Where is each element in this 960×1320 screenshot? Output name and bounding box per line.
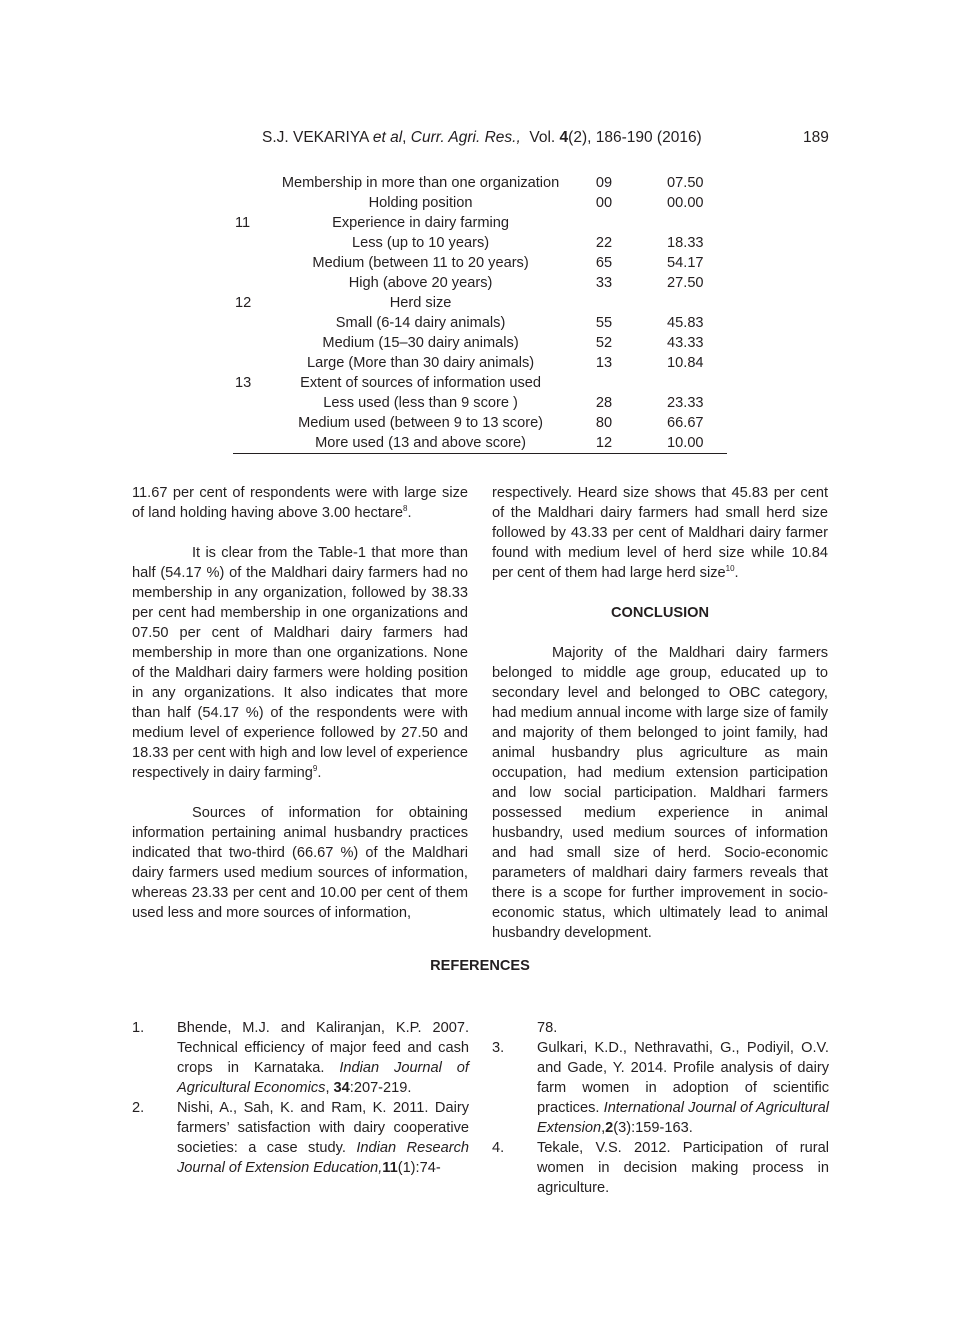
ref1-volume: 34 [333, 1080, 350, 1096]
row-label: Extent of sources of information used [300, 375, 542, 391]
row-label: Less (up to 10 years) [352, 235, 490, 251]
row-label: Membership in more than one organization [281, 175, 560, 191]
row-number: 12 [235, 295, 252, 311]
ref2-volume: 11 [382, 1160, 398, 1176]
row-percentage: 00.00 [667, 195, 704, 211]
left-p1-text: 11.67 per cent of respondents were with large size of land holding having above 3.00 hectare [132, 485, 468, 521]
ref-superscript: 8 [403, 504, 408, 514]
running-header: S.J. VEKARIYA et al, Curr. Agri. Res., Vol. 4(2), 186-190 (2016) [262, 129, 702, 146]
row-frequency: 52 [595, 335, 613, 351]
row-label: Medium used (between 9 to 13 score) [298, 415, 544, 431]
reference-number: 4. [492, 1140, 505, 1156]
ref-superscript: 9 [312, 764, 318, 774]
row-number [233, 193, 277, 213]
right-p1-end: . [734, 565, 739, 581]
left-paragraph-3 [132, 803, 468, 923]
table-body [233, 173, 727, 454]
right-p1-text: respectively. Heard size shows that 45.83 per cent of the Maldhari dairy farmers had small herd size followed by 43.33 per cent of Maldhari dairy farmer found with medium level of herd size while 10.84 per cent of them had large herd size [492, 485, 828, 581]
table-row [233, 253, 727, 273]
table-row [233, 413, 727, 433]
reference-item [492, 1138, 829, 1198]
reference-item [132, 1018, 469, 1098]
row-percentage: 54.17 [667, 255, 704, 271]
ref3-body: Gulkari, K.D., Nethravathi, G., Podiyil, O.V. and Gade, Y. 2014. Profile analysis of dairy farm women in adoption of scientific practices. [537, 1040, 829, 1116]
ref1-body: Bhende, M.J. and Kaliranjan, K.P. 2007. Technical efficiency of major feed and cash crops in Karnataka. [177, 1020, 469, 1076]
row-percentage [644, 213, 727, 233]
table-row [233, 273, 727, 293]
header-authors: S.J. VEKARIYA [262, 129, 369, 146]
table-row [233, 373, 727, 393]
row-percentage: 23.33 [667, 395, 704, 411]
header-vol-number: 4 [559, 129, 569, 146]
row-percentage: 10.84 [667, 355, 704, 371]
row-label: Small (6-14 dairy animals) [335, 315, 506, 331]
table-row [233, 293, 727, 313]
table-row [233, 353, 727, 373]
row-label: More used (13 and above score) [277, 433, 565, 454]
header-etal: et al [372, 129, 403, 146]
row-number: 13 [235, 375, 252, 391]
row-label: Large (More than 30 dairy animals) [307, 355, 535, 371]
row-label: Medium (between 11 to 20 years) [312, 255, 529, 271]
row-number [233, 173, 277, 193]
reference-item [492, 1038, 829, 1138]
ref3-pages: (3):159-163. [613, 1120, 693, 1136]
reference-number: 2. [132, 1100, 145, 1116]
header-vol-prefix: Vol. [529, 129, 556, 146]
table-row [233, 233, 727, 253]
row-percentage: 07.50 [667, 175, 704, 191]
row-percentage: 66.67 [667, 415, 704, 431]
ref3-volume: 2 [605, 1120, 614, 1136]
row-number [233, 433, 277, 454]
right-paragraph-1 [492, 483, 828, 583]
row-number [233, 353, 277, 373]
row-number [233, 273, 277, 293]
left-paragraph-2 [132, 543, 468, 783]
row-frequency: 80 [595, 415, 613, 431]
row-number: 11 [235, 215, 251, 231]
table-row [233, 313, 727, 333]
row-number [233, 393, 277, 413]
row-frequency: 28 [595, 395, 613, 411]
row-frequency: 22 [595, 235, 613, 251]
row-frequency [564, 373, 643, 393]
left-paragraph-1 [132, 483, 468, 523]
page-number: 189 [803, 129, 829, 146]
references-right [492, 1018, 829, 1198]
row-percentage: 18.33 [667, 235, 704, 251]
row-frequency: 55 [595, 315, 613, 331]
reference-text [177, 1098, 469, 1178]
data-table [233, 173, 727, 454]
ref3-sep: , [601, 1120, 606, 1136]
row-number [233, 233, 277, 253]
reference-item [132, 1098, 469, 1178]
row-frequency: 33 [595, 275, 613, 291]
references-left [132, 1018, 469, 1178]
table-row [233, 213, 727, 233]
row-number [233, 333, 277, 353]
row-label: Holding position [368, 195, 473, 211]
row-label: High (above 20 years) [348, 275, 493, 291]
ref1-sep: , [325, 1080, 334, 1096]
reference-continuation [492, 1018, 829, 1038]
row-frequency: 65 [595, 255, 613, 271]
reference-text [177, 1018, 469, 1098]
conclusion-heading: CONCLUSION [610, 605, 710, 621]
row-frequency [564, 213, 643, 233]
row-label: Medium (15–30 dairy animals) [322, 335, 519, 351]
row-frequency: 12 [564, 433, 643, 454]
references-heading: REFERENCES [430, 958, 530, 974]
ref1-pages: :207-219. [349, 1080, 412, 1096]
row-percentage: 27.50 [667, 275, 704, 291]
row-frequency [564, 293, 643, 313]
reference-text [537, 1038, 829, 1138]
reference-text: Tekale, V.S. 2012. Participation of rural women in decision making process in agriculture. [537, 1140, 829, 1196]
left-p2-text: It is clear from the Table-1 that more than half (54.17 %) of the Maldhari dairy farmers had no membership in any organization, followed by 38.33 per cent had membership in one organizations and 07.50 per cent of Maldhari dairy farmers had membership in more than one organizations. None of the Maldhari dairy farmers were holding position in any organizations. It also indicates that more than half (54.17 %) of the respondents were with medium level of experience followed by 27.50 and 18.33 per cent with high and low level of experience respectively in dairy farming [132, 545, 468, 781]
table-row [233, 333, 727, 353]
row-percentage [644, 373, 727, 393]
row-frequency: 09 [595, 175, 613, 191]
row-percentage: 43.33 [667, 335, 704, 351]
header-issue: (2), 186-190 (2016) [568, 129, 702, 146]
row-percentage: 45.83 [667, 315, 704, 331]
row-number [233, 413, 277, 433]
right-column [492, 483, 828, 963]
table-row [233, 393, 727, 413]
table-row [233, 193, 727, 213]
ref2-journal: Indian Research Journal of Extension Education, [177, 1140, 469, 1176]
reference-number: 3. [492, 1040, 505, 1056]
left-p1-end: . [407, 505, 412, 521]
ref2-continuation: 78. [537, 1020, 558, 1036]
row-label: Less used (less than 9 score ) [323, 395, 518, 411]
left-column [132, 483, 468, 943]
row-label: Experience in dairy farming [332, 215, 509, 231]
conclusion-paragraph: Majority of the Maldhari dairy farmers belonged to middle age group, educated up to secondary level and belonged to OBC category, had medium annual income with large size of family and majority of them belonged to joint family, had animal husbandry plus agriculture as main occupation, had medium extension participation and low social participation. Maldhari farmers possessed medium experience in animal husbandry, used medium sources of information and had small size of herd. Socio-economic parameters of maldhari dairy farmers reveals that there is a scope for further improvement in socio-economic status, which ultimately lead to animal husbandry development. [492, 645, 828, 941]
row-number [233, 313, 277, 333]
ref-superscript: 10 [725, 564, 735, 574]
ref3-journal: International Journal of Agricultural Extension [537, 1100, 829, 1136]
row-label: Herd size [389, 295, 452, 311]
reference-number: 1. [132, 1020, 145, 1036]
header-journal: Curr. Agri. Res., [410, 129, 521, 146]
table-row [233, 433, 727, 454]
ref2-pages: (1):74- [397, 1160, 441, 1176]
row-percentage [644, 293, 727, 313]
row-frequency: 00 [595, 195, 613, 211]
ref2-body: Nishi, A., Sah, K. and Ram, K. 2011. Dairy farmers’ satisfaction with dairy cooperative societies: a case study. [177, 1100, 469, 1156]
row-frequency: 13 [595, 355, 613, 371]
ref1-journal: Indian Journal of Agricultural Economics [177, 1060, 469, 1096]
row-number [233, 253, 277, 273]
left-p3-text: Sources of information for obtaining information pertaining animal husbandry practices indicated that two-third (66.67 %) of the Maldhari dairy farmers used medium sources of information, whereas 23.33 per cent and 10.00 per cent of them used less and more sources of information, [132, 805, 468, 921]
row-percentage: 10.00 [644, 433, 727, 454]
left-p2-end: . [317, 765, 322, 781]
table-row [233, 173, 727, 193]
